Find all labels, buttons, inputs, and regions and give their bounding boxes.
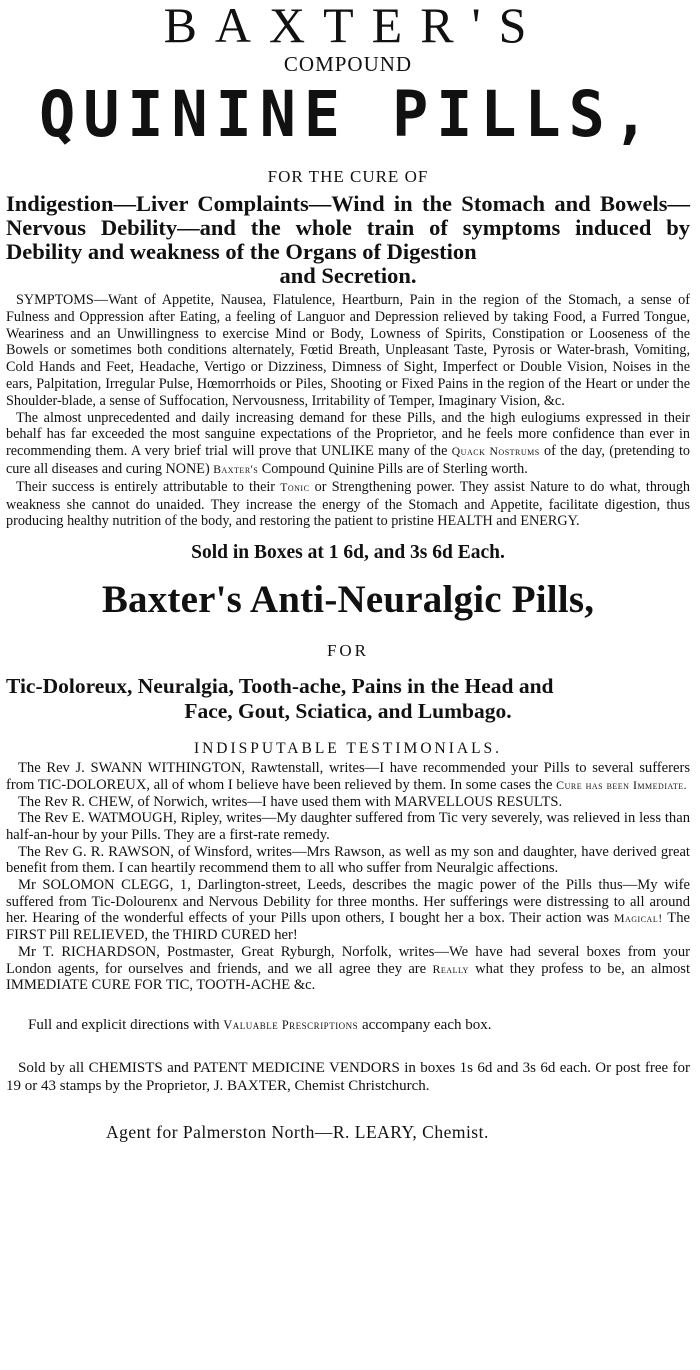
quack-nostrums: Quack Nostrums xyxy=(451,445,540,459)
testimonial-clegg xyxy=(6,877,690,944)
testimonial-clegg-end: The FIRST Pill RELIEVED, the THIRD CURED her! xyxy=(6,910,690,944)
product-title: QUININE PILLS, xyxy=(39,78,657,152)
compound-subheading: COMPOUND xyxy=(283,52,413,76)
ailments-text: Tic-Doloreux, Neuralgia, Tooth-ache, Pains in the Head and xyxy=(6,674,554,699)
directions-text-a: Full and explicit directions with xyxy=(28,1017,220,1033)
testimonial-watmough: The Rev E. WATMOUGH, Ripley, writes—My daughter suffered from Tic very severely, was relieved in less than half-an-hour by your Pills. They are a first-rate remedy. xyxy=(6,810,690,843)
demand-text-a: The almost unprecedented and daily increasing demand for these Pills, and the high eulogiums expressed in their behalf has far exceeded the most sanguine expectations of the Proprietor, and he feels more confidence than ever in recommending them. A very brief trial will prove that UNLIKE many of the xyxy=(6,409,690,460)
testimonial-rawson: The Rev G. R. RAWSON, of Winsford, writes—Mrs Rawson, as well as my son and daughter, have derived great benefit from them. I can heartily recommend them to all who suffer from Neuralgic affections. xyxy=(6,843,690,877)
symptoms-paragraph: SYMPTOMS—Want of Appetite, Nausea, Flatulence, Heartburn, Pain in the region of the Stomach, a sense of Fulness and Oppression after Eating, a feeling of Languor and Depression relieved by taking Food, a Furred Tongue, Weariness and an Unwillingness to exercise Mind or Body, Lowness of Spirits, Constipation or Looseness of the Bowels or sometimes both conditions alternately, Fœtid Breath, Unpleasant Taste, Pyrosis or Water-brash, Vomiting, Cold Hands and Feet, Headache, Vertigo or Dizziness, Dimness of Sight, Imperfect or Double Vision, Noises in the ears, Palpitation, Irregular Pulse, Hœmorrhoids or Piles, Shooting or Fixed Pains in the region of the Heart or under the Shoulder-blade, a sense of Suffocation, Nervousness, Irritability of Temper, Imaginary Vision, &c. xyxy=(6,292,690,409)
testimonial-richardson xyxy=(6,944,690,994)
brand-heading: BAXTER'S xyxy=(163,0,545,53)
directions-text-c: accompany each box. xyxy=(361,1017,492,1033)
ailments-paragraph xyxy=(6,674,690,724)
ailments-end: Face, Gout, Sciatica, and Lumbago. xyxy=(184,699,512,724)
tonic-text-a: Their success is entirely attributable to their xyxy=(16,478,276,495)
testimonial-withington xyxy=(6,760,690,793)
tonic-word: Tonic xyxy=(280,480,310,494)
for-heading: FOR xyxy=(326,641,370,661)
testimonial-withington-text: The Rev J. SWANN WITHINGTON, Rawtenstall, writes—I have recommended your Pills to several sufferers from TIC-DOLOREUX, all of whom I believe have been relieved by them. In some cases the xyxy=(6,760,690,793)
for-cure-heading: FOR THE CURE OF xyxy=(267,167,429,186)
testimonials-heading: INDISPUTABLE TESTIMONIALS. xyxy=(193,740,503,758)
sold-by-paragraph: Sold by all CHEMISTS and PATENT MEDICINE VENDORS in boxes 1s 6d and 3s 6d each. Or post free for 19 or 43 stamps by the Proprietor, J. BAXTER, Chemist Christchurch. xyxy=(6,1060,690,1094)
tonic-text-b: or Strengthening power. They assist Nature to do what, through weakness she cannot do unaided. They increase the energy of the Stomach and Appetite, facilitate digestion, thus producing healthy nutrition of the body, and restoring the patient to pristine HEALTH and ENERGY. xyxy=(6,478,691,530)
testimonial-richardson-end: what they profess to be, an almost IMMEDIATE CURE FOR TIC, TOOTH-ACHE &c. xyxy=(6,960,691,994)
price-line: Sold in Boxes at 1 6d, and 3s 6d Each. xyxy=(191,542,505,564)
testimonials-list xyxy=(6,760,690,994)
indications-text: Indigestion—Liver Complaints—Wind in the Stomach and Bowels—Nervous Debility—and the whole train of symptoms induced by Debility and weakness of the Organs of Digestion xyxy=(6,191,690,264)
testimonial-chew: The Rev R. CHEW, of Norwich, writes—I have used them with MARVELLOUS RESULTS. xyxy=(18,793,563,810)
anti-neuralgic-title: Baxter's Anti-Neuralgic Pills, xyxy=(101,578,595,622)
testimonial-richardson-emphasis: Really xyxy=(432,961,469,976)
testimonial-richardson-text: Mr T. RICHARDSON, Postmaster, Great Ryburgh, Norfolk, writes—We have had several boxes from your London agents, for ourselves and friends, and we all agree they are xyxy=(6,943,690,977)
indications-paragraph xyxy=(6,192,690,288)
directions-line xyxy=(6,1016,690,1034)
directions-emphasis: Valuable Prescriptions xyxy=(223,1018,359,1032)
demand-text-b: of the day, (pretending to cure all diseases and curing NONE) xyxy=(6,443,691,477)
testimonial-withington-emphasis: Cure has been Immediate. xyxy=(556,777,688,792)
demand-paragraph xyxy=(6,410,690,479)
testimonial-clegg-text: Mr SOLOMON CLEGG, 1, Darlington-street, Leeds, describes the magic power of the Pills thus—My wife suffered from Tic-Dolourenx and Nervous Debility for three months. Her sufferings were distressing to all around her. Hearing of the wonderful effects of your Pills upon others, I bought her a box. Their action was xyxy=(6,877,690,927)
demand-text-c: Compound Quinine Pills are of Sterling worth. xyxy=(261,460,528,477)
brand-inline: Baxter's xyxy=(213,462,259,476)
indications-end: and Secretion. xyxy=(279,263,417,288)
tonic-paragraph xyxy=(6,479,690,530)
agent-line: Agent for Palmerston North—R. LEARY, Chemist. xyxy=(106,1122,489,1142)
testimonial-clegg-emphasis: Magical! xyxy=(613,911,663,926)
